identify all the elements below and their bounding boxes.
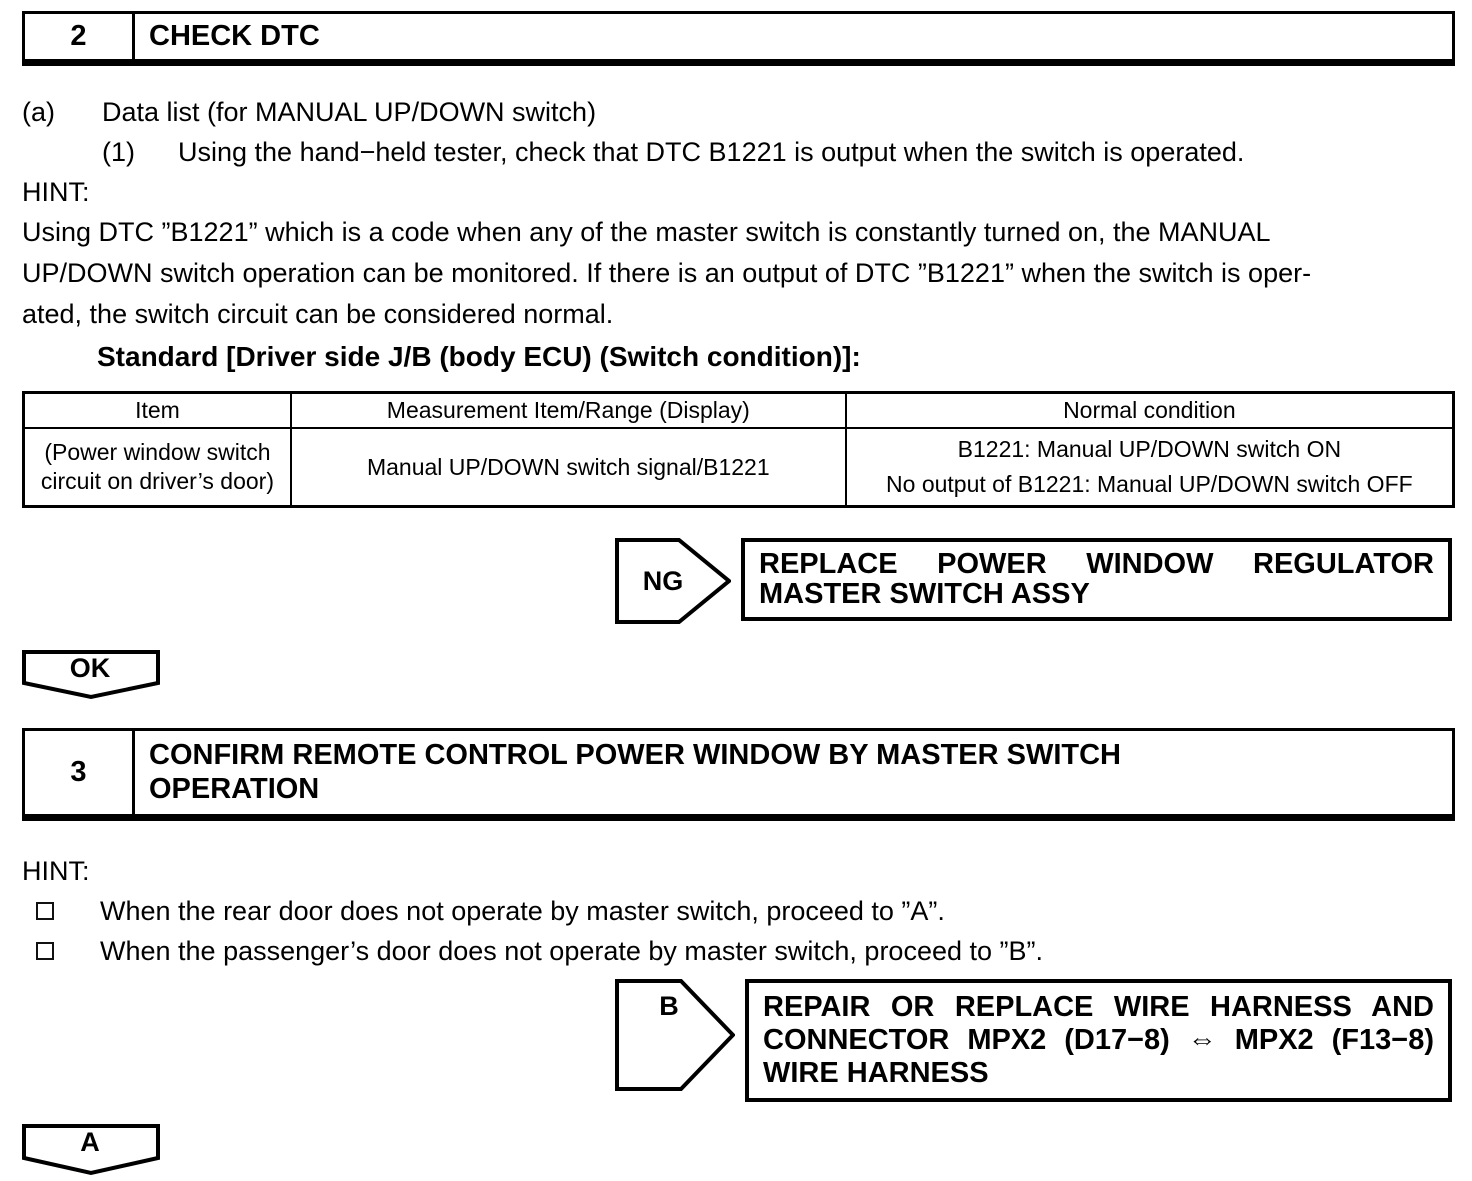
hint-1-line-2: UP/DOWN switch operation can be monitored. If there is an output of DTC ”B1221” when the switch is oper- — [22, 258, 1312, 288]
b-connector-label: B — [659, 991, 679, 1021]
list-item-a-label: (a) — [22, 97, 55, 127]
normal-condition-line-1: B1221: Manual UP/DOWN switch ON — [957, 436, 1342, 462]
checkbox-icon — [36, 902, 54, 920]
b-result-line-3: WIRE HARNESS — [763, 1057, 989, 1089]
step-3-number: 3 — [25, 731, 135, 814]
step-2-title: CHECK DTC — [149, 20, 320, 52]
ng-connector — [615, 538, 731, 624]
ng-result-line-1: REPLACE POWER WINDOW REGULATOR — [759, 548, 1434, 580]
hint-1-line-1: Using DTC ”B1221” which is a code when any of the master switch is constantly turned on, the MANUAL — [22, 217, 1271, 247]
hint-2-item-1 — [22, 891, 1455, 931]
hint-1-line-3: ated, the switch circuit can be considered normal. — [22, 299, 614, 329]
ng-result-line-2: MASTER SWITCH ASSY — [759, 578, 1090, 610]
a-connector — [22, 1124, 162, 1176]
hint-2-label: HINT: — [22, 856, 90, 886]
step-3-header — [22, 728, 1455, 821]
col-header-normal-condition: Normal condition — [846, 393, 1454, 429]
ok-connector — [22, 650, 162, 700]
normal-condition-line-2: No output of B1221: Manual UP/DOWN switch OFF — [886, 471, 1413, 497]
col-header-measurement: Measurement Item/Range (Display) — [291, 393, 846, 429]
b-result-line-2: CONNECTOR MPX2 (D17−8) ⇔ MPX2 (F13−8) — [763, 1024, 1434, 1056]
spec-table — [22, 391, 1455, 508]
ng-result-row — [615, 538, 1455, 624]
step-2-number: 2 — [25, 14, 135, 59]
hint-1-label: HINT: — [22, 177, 90, 207]
b-result-box — [745, 979, 1452, 1102]
step-2-header — [22, 11, 1455, 66]
hint-2-item-2 — [22, 931, 1455, 971]
ng-connector-label: NG — [642, 566, 684, 596]
b-result-row — [615, 979, 1455, 1102]
cell-normal-condition — [846, 428, 1454, 507]
checkbox-icon — [36, 942, 54, 960]
step-3-title-line-2: OPERATION — [149, 773, 320, 805]
col-header-item: Item — [24, 393, 291, 429]
spec-table-row — [24, 428, 1454, 507]
cell-item: (Power window switch circuit on driver’s door) — [24, 428, 291, 507]
a-connector-label: A — [80, 1127, 100, 1157]
spec-table-header-row — [24, 393, 1454, 429]
b-result-line-1: REPAIR OR REPLACE WIRE HARNESS AND — [763, 991, 1434, 1023]
cell-measurement: Manual UP/DOWN switch signal/B1221 — [291, 428, 846, 507]
ng-result-box — [741, 538, 1452, 621]
hint-2-item-1-text: When the rear door does not operate by master switch, proceed to ”A”. — [100, 896, 945, 926]
b-connector — [615, 979, 735, 1091]
list-item-a — [22, 92, 1455, 132]
list-item-a1-label: (1) — [102, 137, 135, 167]
standard-label: Standard [Driver side J/B (body ECU) (Switch condition)]: — [97, 341, 861, 372]
hint-2-item-2-text: When the passenger’s door does not operate by master switch, proceed to ”B”. — [100, 936, 1044, 966]
step-3-title-line-1: CONFIRM REMOTE CONTROL POWER WINDOW BY MASTER SWITCH — [149, 739, 1121, 771]
list-item-a1-text: Using the hand−held tester, check that DTC B1221 is output when the switch is operated. — [178, 137, 1245, 167]
ok-connector-label: OK — [69, 653, 111, 683]
list-item-a1 — [102, 132, 1455, 172]
list-item-a-text: Data list (for MANUAL UP/DOWN switch) — [102, 97, 597, 127]
